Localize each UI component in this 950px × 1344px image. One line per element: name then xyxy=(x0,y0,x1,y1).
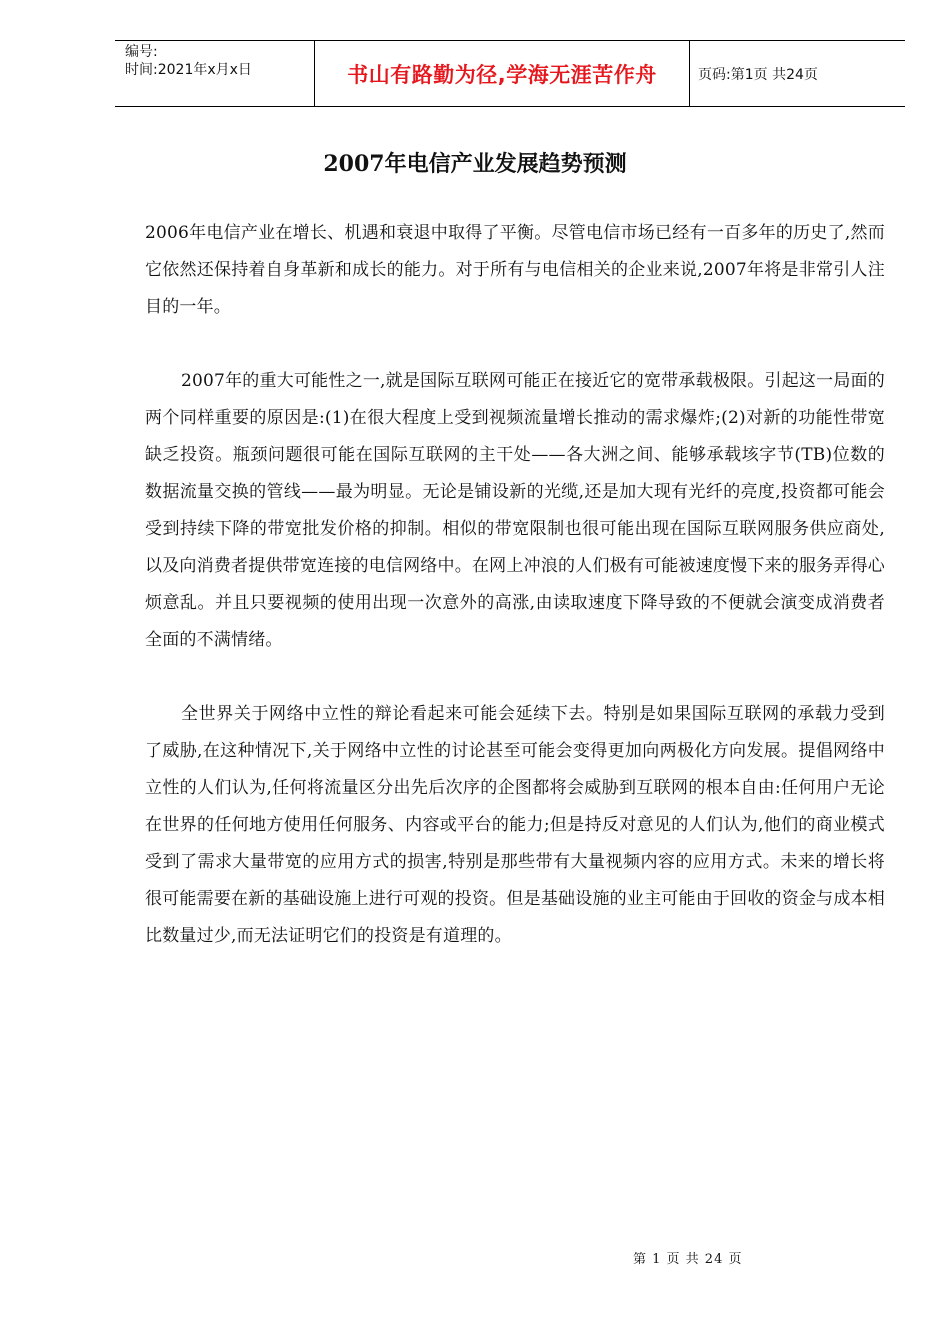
document-body xyxy=(145,215,885,955)
header-motto: 书山有路勤为径,学海无涯苦作舟 xyxy=(315,41,690,106)
document-number-label: 编号: xyxy=(125,44,158,60)
paragraph-2: 2007年的重大可能性之一,就是国际互联网可能正在接近它的宽带承载极限。引起这一局面的两个同样重要的原因是:(1)在很大程度上受到视频流量增长推动的需求爆炸;(2)对新的功能性带宽缺乏投资。瓶颈问题很可能在国际互联网的主干处——各大洲之间、能够承载垓字节(TB)位数的数据流量交换的管线——最为明显。无论是铺设新的光缆,还是加大现有光纤的亮度,投资都可能会受到持续下降的带宽批发价格的抑制。相似的带宽限制也很可能出现在国际互联网服务供应商处,以及向消费者提供带宽连接的电信网络中。在网上冲浪的人们极有可能被速度慢下来的服务弄得心烦意乱。并且只要视频的使用出现一次意外的高涨,由读取速度下降导致的不便就会演变成消费者全面的不满情绪。 xyxy=(145,371,885,650)
document-title: 2007年电信产业发展趋势预测 xyxy=(323,151,627,177)
header-meta xyxy=(115,41,315,106)
paragraph-1: 2006年电信产业在增长、机遇和衰退中取得了平衡。尽管电信市场已经有一百多年的历史了,然而它依然还保持着自身革新和成长的能力。对于所有与电信相关的企业来说,2007年将是非常引人注目的一年。 xyxy=(145,223,885,317)
document-time-label: 时间:2021年x月x日 xyxy=(125,62,252,78)
document-header xyxy=(115,40,905,107)
header-page-info: 页码:第1页 共24页 xyxy=(698,66,818,83)
paragraph-3: 全世界关于网络中立性的辩论看起来可能会延续下去。特别是如果国际互联网的承载力受到了威胁,在这种情况下,关于网络中立性的讨论甚至可能会变得更加向两极化方向发展。提倡网络中立性的人们认为,任何将流量区分出先后次序的企图都将会威胁到互联网的根本自由:任何用户无论在世界的任何地方使用任何服务、内容或平台的能力;但是持反对意见的人们认为,他们的商业模式受到了需求大量带宽的应用方式的损害,特别是那些带有大量视频内容的应用方式。未来的增长将很可能需要在新的基础设施上进行可观的投资。但是基础设施的业主可能由于回收的资金与成本相比数量过少,而无法证明它们的投资是有道理的。 xyxy=(145,704,885,946)
page-footer: 第 1 页 共 24 页 xyxy=(633,1252,743,1267)
